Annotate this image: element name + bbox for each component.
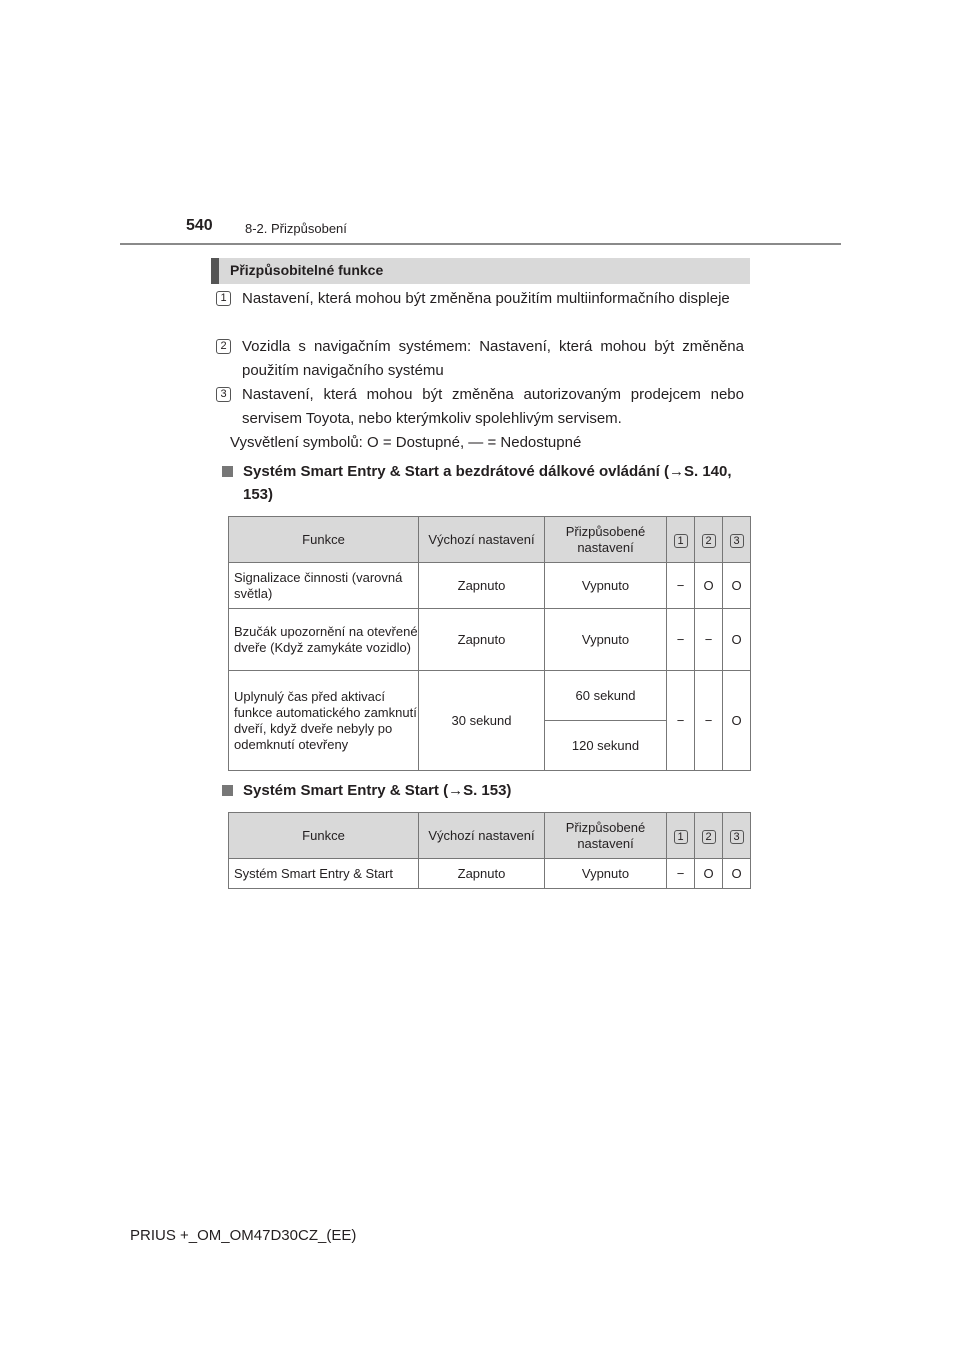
subheading-text: Systém Smart Entry & Start a bezdrátové dálkové ovládání (→S. 140, 153) <box>243 463 732 503</box>
cell-function: Bzučák upozornění na otevřené dveře (Když zamykáte vozidlo) <box>229 609 419 671</box>
square-bullet-icon <box>222 466 233 477</box>
table-smart-entry-remote <box>228 516 751 771</box>
cell-function: Uplynulý čas před aktivací funkce automatického zamknutí dveří, když dveře nebyly po odemknutí otevřeny <box>229 671 419 771</box>
cell-custom: Vypnuto <box>545 609 667 671</box>
cell-custom-a: 60 sekund <box>545 671 667 721</box>
header-col-1 <box>667 517 695 563</box>
cell-custom: Vypnuto <box>545 563 667 609</box>
cell-default: Zapnuto <box>419 563 545 609</box>
table-smart-entry <box>228 812 751 889</box>
numbered-item-3 <box>216 383 744 431</box>
box-heading-text: Přizpůsobitelné funkce <box>230 262 384 278</box>
header-col-2 <box>695 813 723 859</box>
table-row <box>229 671 751 721</box>
cell-custom: Vypnuto <box>545 859 667 889</box>
cell-default: Zapnuto <box>419 859 545 889</box>
cell-custom-b: 120 sekund <box>545 721 667 771</box>
number-badge-2: 2 <box>216 339 231 354</box>
cell-col-2: − <box>695 609 723 671</box>
numbered-item-text: Vozidla s navigačním systémem: Nastavení, která mohou být změněna použitím navigačního systému <box>242 338 744 379</box>
header-rule <box>120 243 841 245</box>
numbered-item-1 <box>216 287 744 311</box>
table-row <box>229 563 751 609</box>
cell-col-2: O <box>695 563 723 609</box>
section-title: 8-2. Přizpůsobení <box>245 221 347 236</box>
numbered-item-2 <box>216 335 744 383</box>
subheading-smart-entry <box>222 779 750 802</box>
header-default: Výchozí nastavení <box>419 813 545 859</box>
cell-col-2: O <box>695 859 723 889</box>
header-col-1 <box>667 813 695 859</box>
number-badge-3: 3 <box>216 387 231 402</box>
header-badge-2: 2 <box>702 534 716 548</box>
header-function: Funkce <box>229 813 419 859</box>
header-default: Výchozí nastavení <box>419 517 545 563</box>
subheading-text: Systém Smart Entry & Start (→S. 153) <box>243 782 512 799</box>
cell-col-1: − <box>667 859 695 889</box>
cell-col-2: − <box>695 671 723 771</box>
symbol-legend: Vysvětlení symbolů: O = Dostupné, — = Nedostupné <box>230 434 582 451</box>
square-bullet-icon <box>222 785 233 796</box>
header-badge-1: 1 <box>674 534 688 548</box>
header-badge-2: 2 <box>702 830 716 844</box>
header-col-3 <box>723 517 751 563</box>
cell-col-3: O <box>723 859 751 889</box>
numbered-item-text: Nastavení, která mohou být změněna autorizovaným prodejcem nebo servisem Toyota, nebo kterýmkoliv spolehlivým servisem. <box>242 386 744 427</box>
cell-col-1: − <box>667 563 695 609</box>
box-heading <box>211 258 750 284</box>
header-custom: Přizpůsobené nastavení <box>545 813 667 859</box>
cell-function: Systém Smart Entry & Start <box>229 859 419 889</box>
numbered-item-text: Nastavení, která mohou být změněna použitím multiinformačního displeje <box>242 290 730 307</box>
table-row <box>229 609 751 671</box>
header-badge-3: 3 <box>730 830 744 844</box>
subheading-smart-entry-remote <box>222 460 750 506</box>
cell-function: Signalizace činnosti (varovná světla) <box>229 563 419 609</box>
header-badge-3: 3 <box>730 534 744 548</box>
header-badge-1: 1 <box>674 830 688 844</box>
cell-col-3: O <box>723 609 751 671</box>
cell-default: 30 sekund <box>419 671 545 771</box>
cell-col-1: − <box>667 671 695 771</box>
cell-col-3: O <box>723 671 751 771</box>
header-function: Funkce <box>229 517 419 563</box>
footer-doc-code: PRIUS +_OM_OM47D30CZ_(EE) <box>130 1227 357 1244</box>
header-col-2 <box>695 517 723 563</box>
number-badge-1: 1 <box>216 291 231 306</box>
cell-default: Zapnuto <box>419 609 545 671</box>
header-col-3 <box>723 813 751 859</box>
table-row <box>229 859 751 889</box>
header-custom: Přizpůsobené nastavení <box>545 517 667 563</box>
cell-col-1: − <box>667 609 695 671</box>
page-number: 540 <box>186 217 213 234</box>
cell-col-3: O <box>723 563 751 609</box>
